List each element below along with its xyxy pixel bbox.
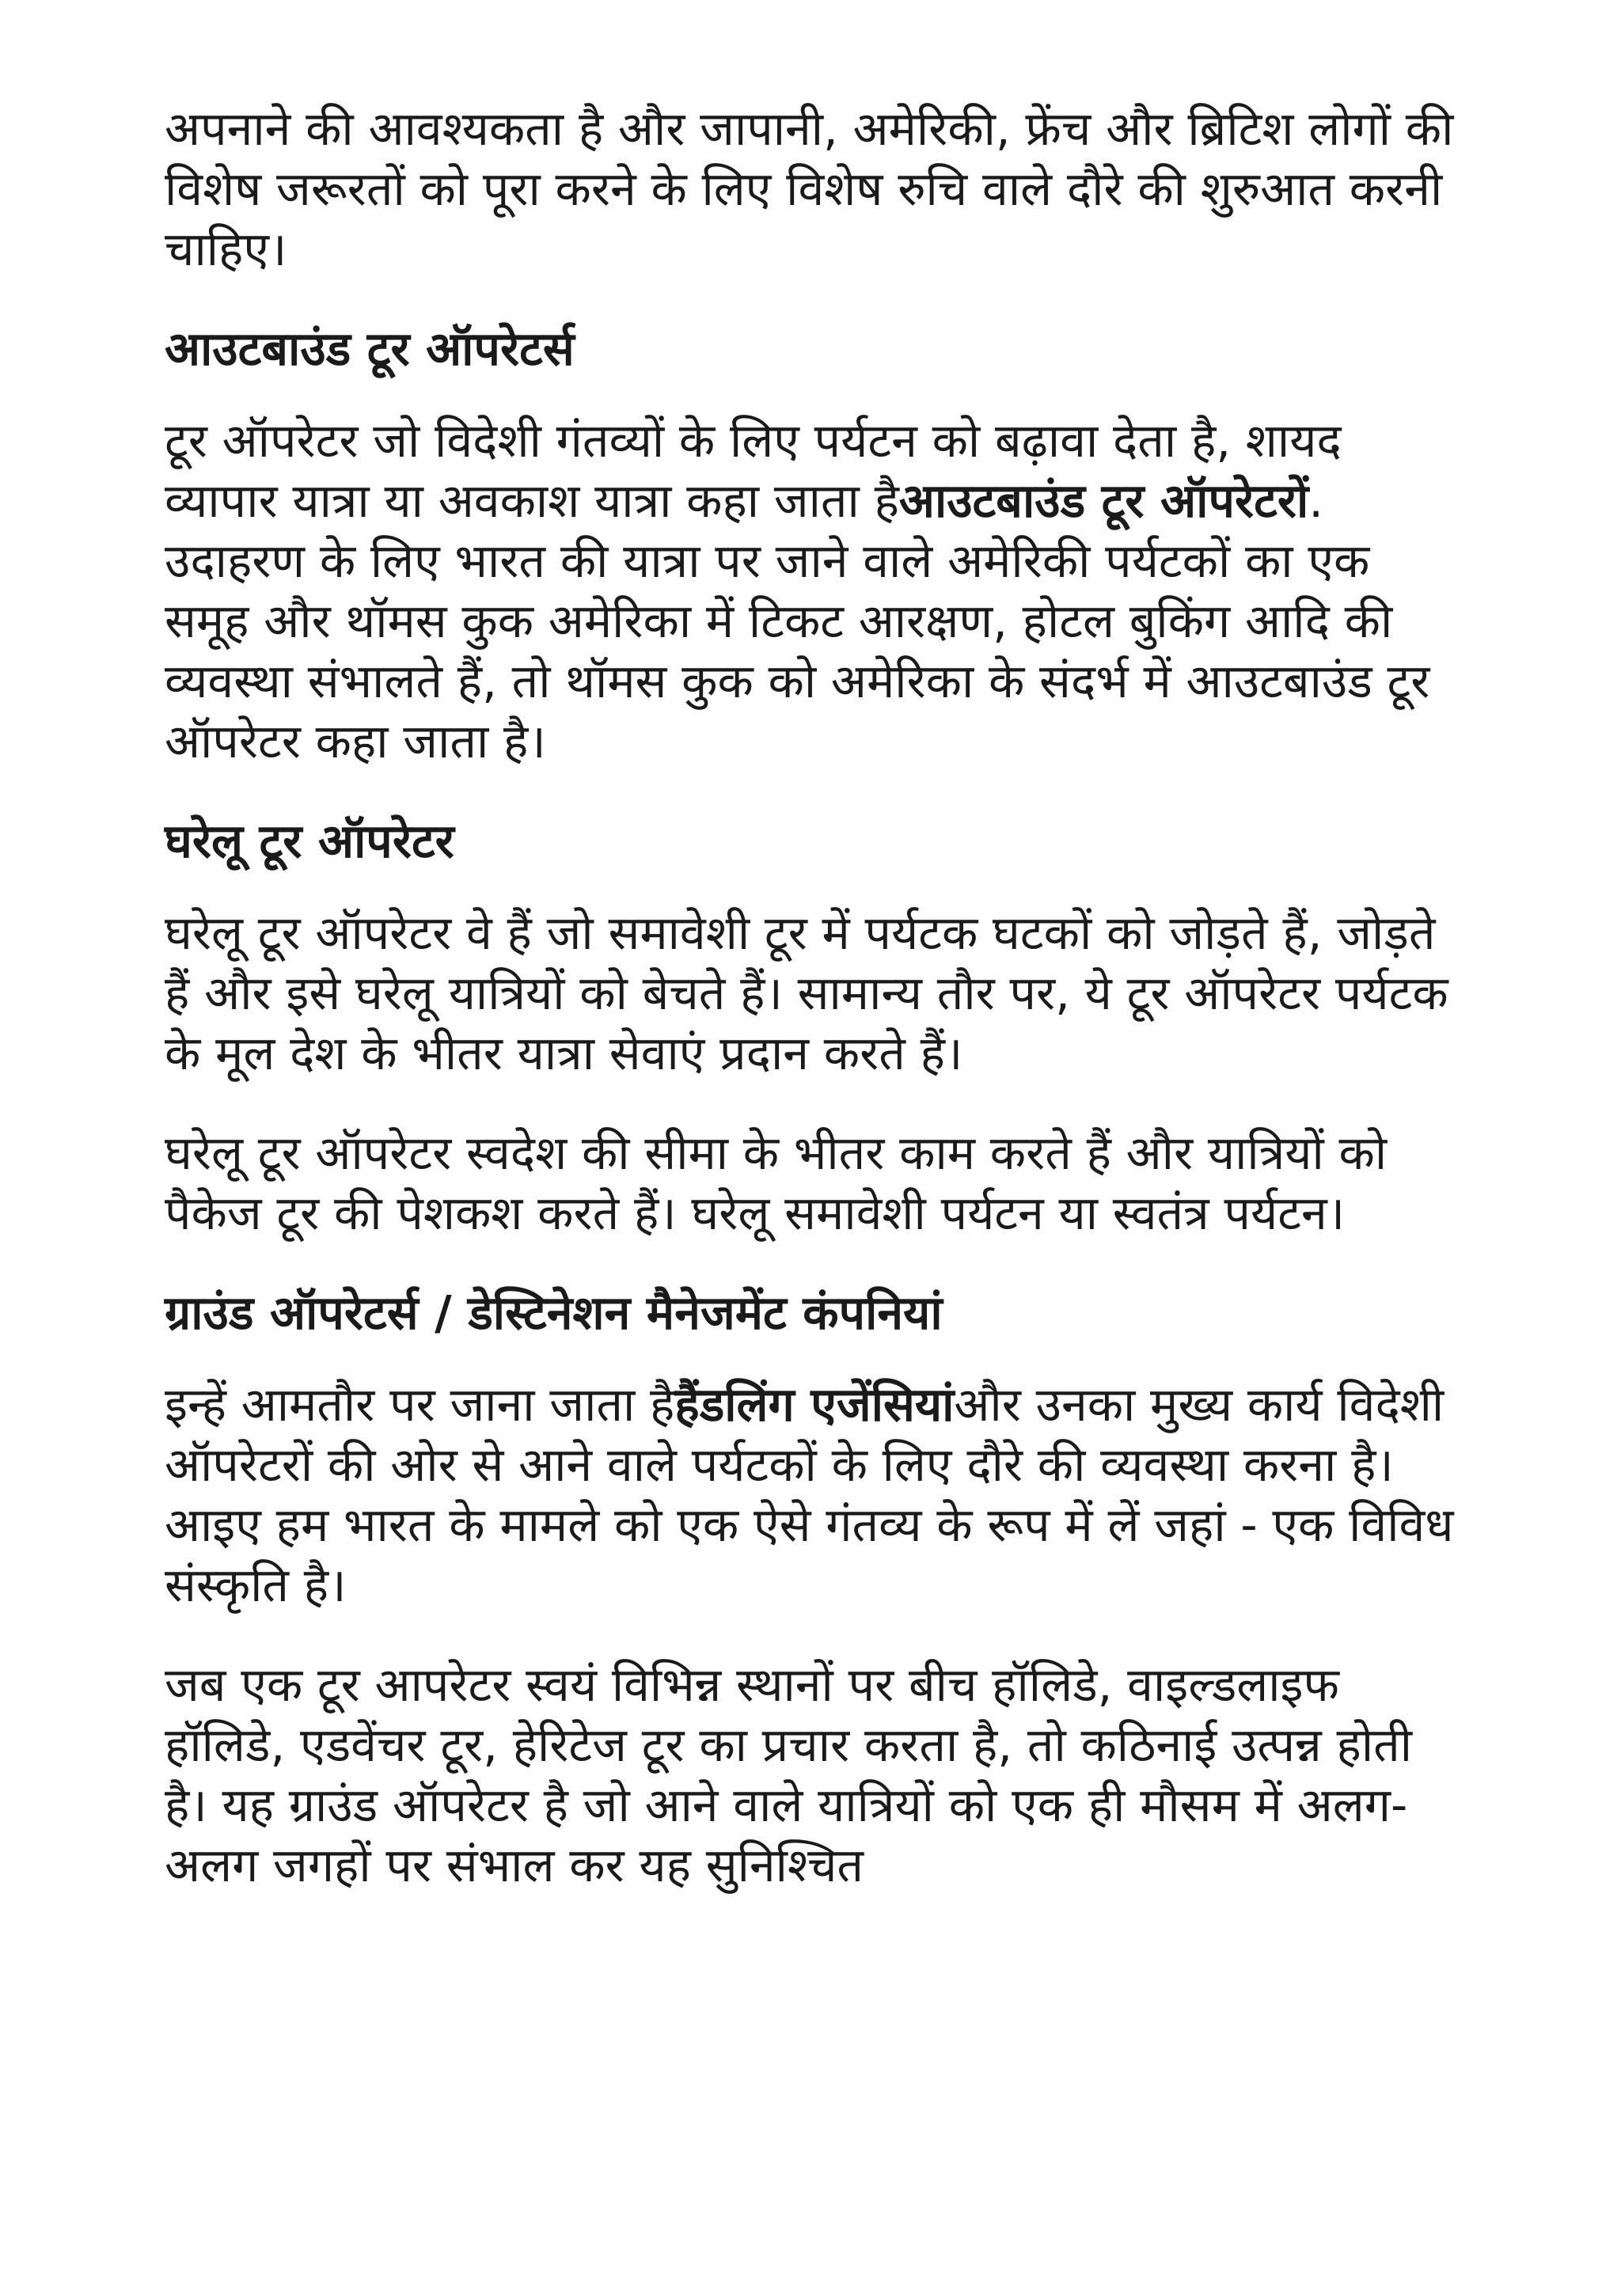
outbound-bold-term: आउटबाउंड टूर ऑपरेटरों: [898, 473, 1309, 528]
ground-bold-term: हैंडलिंग एजेंसियां: [674, 1377, 955, 1432]
ground-text-c: और उनका मुख्य कार्य विदेशी ऑपरेटरों की ओर से आने वाले पर्यटकों के लिए दौरे की व्यवस्था करना है। आइए हम भारत के मामले को एक ऐसे गंतव्य के रूप में लें जहां - एक विविध संस्कृति है।: [165, 1377, 1454, 1612]
outbound-paragraph: [165, 411, 1463, 772]
intro-paragraph: अपनाने की आवश्यकता है और जापानी, अमेरिकी, फ्रेंच और ब्रिटिश लोगों की विशेष जरूरतों को पूरा करने के लिए विशेष रुचि वाले दौरे की शुरुआत करनी चाहिए।: [165, 101, 1454, 276]
heading-ground-operators: ग्राउंड ऑपरेटर्स / डेस्टिनेशन मैनेजमेंट कंपनियां: [165, 1285, 943, 1340]
heading-outbound-tour-operators: आउटबाउंड टूर ऑपरेटर्स: [165, 321, 575, 376]
ground-text-a: इन्हें आमतौर पर जाना जाता है: [165, 1377, 675, 1432]
ground-paragraph-2: जब एक टूर आपरेटर स्वयं विभिन्न स्थानों पर बीच हॉलिडे, वाइल्डलाइफ हॉलिडे, एडवेंचर टूर, हेरिटेज टूर का प्रचार करता है, तो कठिनाई उत्पन्न होती है। यह ग्राउंड ऑपरेटर है जो आने वाले यात्रियों को एक ही मौसम में अलग-अलग जगहों पर संभाल कर यह सुनिश्चित: [165, 1657, 1413, 1892]
document-page: [165, 99, 1463, 1935]
ground-paragraph-1: [165, 1375, 1463, 1615]
heading-domestic-tour-operator: घरेलू टूर ऑपरेटर: [165, 814, 454, 868]
domestic-paragraph-1: घरेलू टूर ऑपरेटर वे हैं जो समावेशी टूर में पर्यटक घटकों को जोड़ते हैं, जोड़ते हैं और इसे घरेलू यात्रियों को बेचते हैं। सामान्य तौर पर, ये टूर ऑपरेटर पर्यटक के मूल देश के भीतर यात्रा सेवाएं प्रदान करते हैं।: [165, 905, 1448, 1080]
outbound-text-a: टूर ऑपरेटर जो विदेशी गंतव्यों के लिए पर्यटन को बढ़ावा देता है, शायद व्यापार यात्रा या अवकाश यात्रा कहा जाता है: [165, 413, 1342, 528]
outbound-text-c: . उदाहरण के लिए भारत की यात्रा पर जाने वाले अमेरिकी पर्यटकों का एक समूह और थॉमस कुक अमेरिका में टिकट आरक्षण, होटल बुकिंग आदि की व्यवस्था संभालते हैं, तो थॉमस कुक को अमेरिका के संदर्भ में आउटबाउंड टूर ऑपरेटर कहा जाता है।: [165, 473, 1430, 768]
domestic-paragraph-2: घरेलू टूर ऑपरेटर स्वदेश की सीमा के भीतर काम करते हैं और यात्रियों को पैकेज टूर की पेशकश करते हैं। घरेलू समावेशी पर्यटन या स्वतंत्र पर्यटन।: [165, 1125, 1388, 1240]
